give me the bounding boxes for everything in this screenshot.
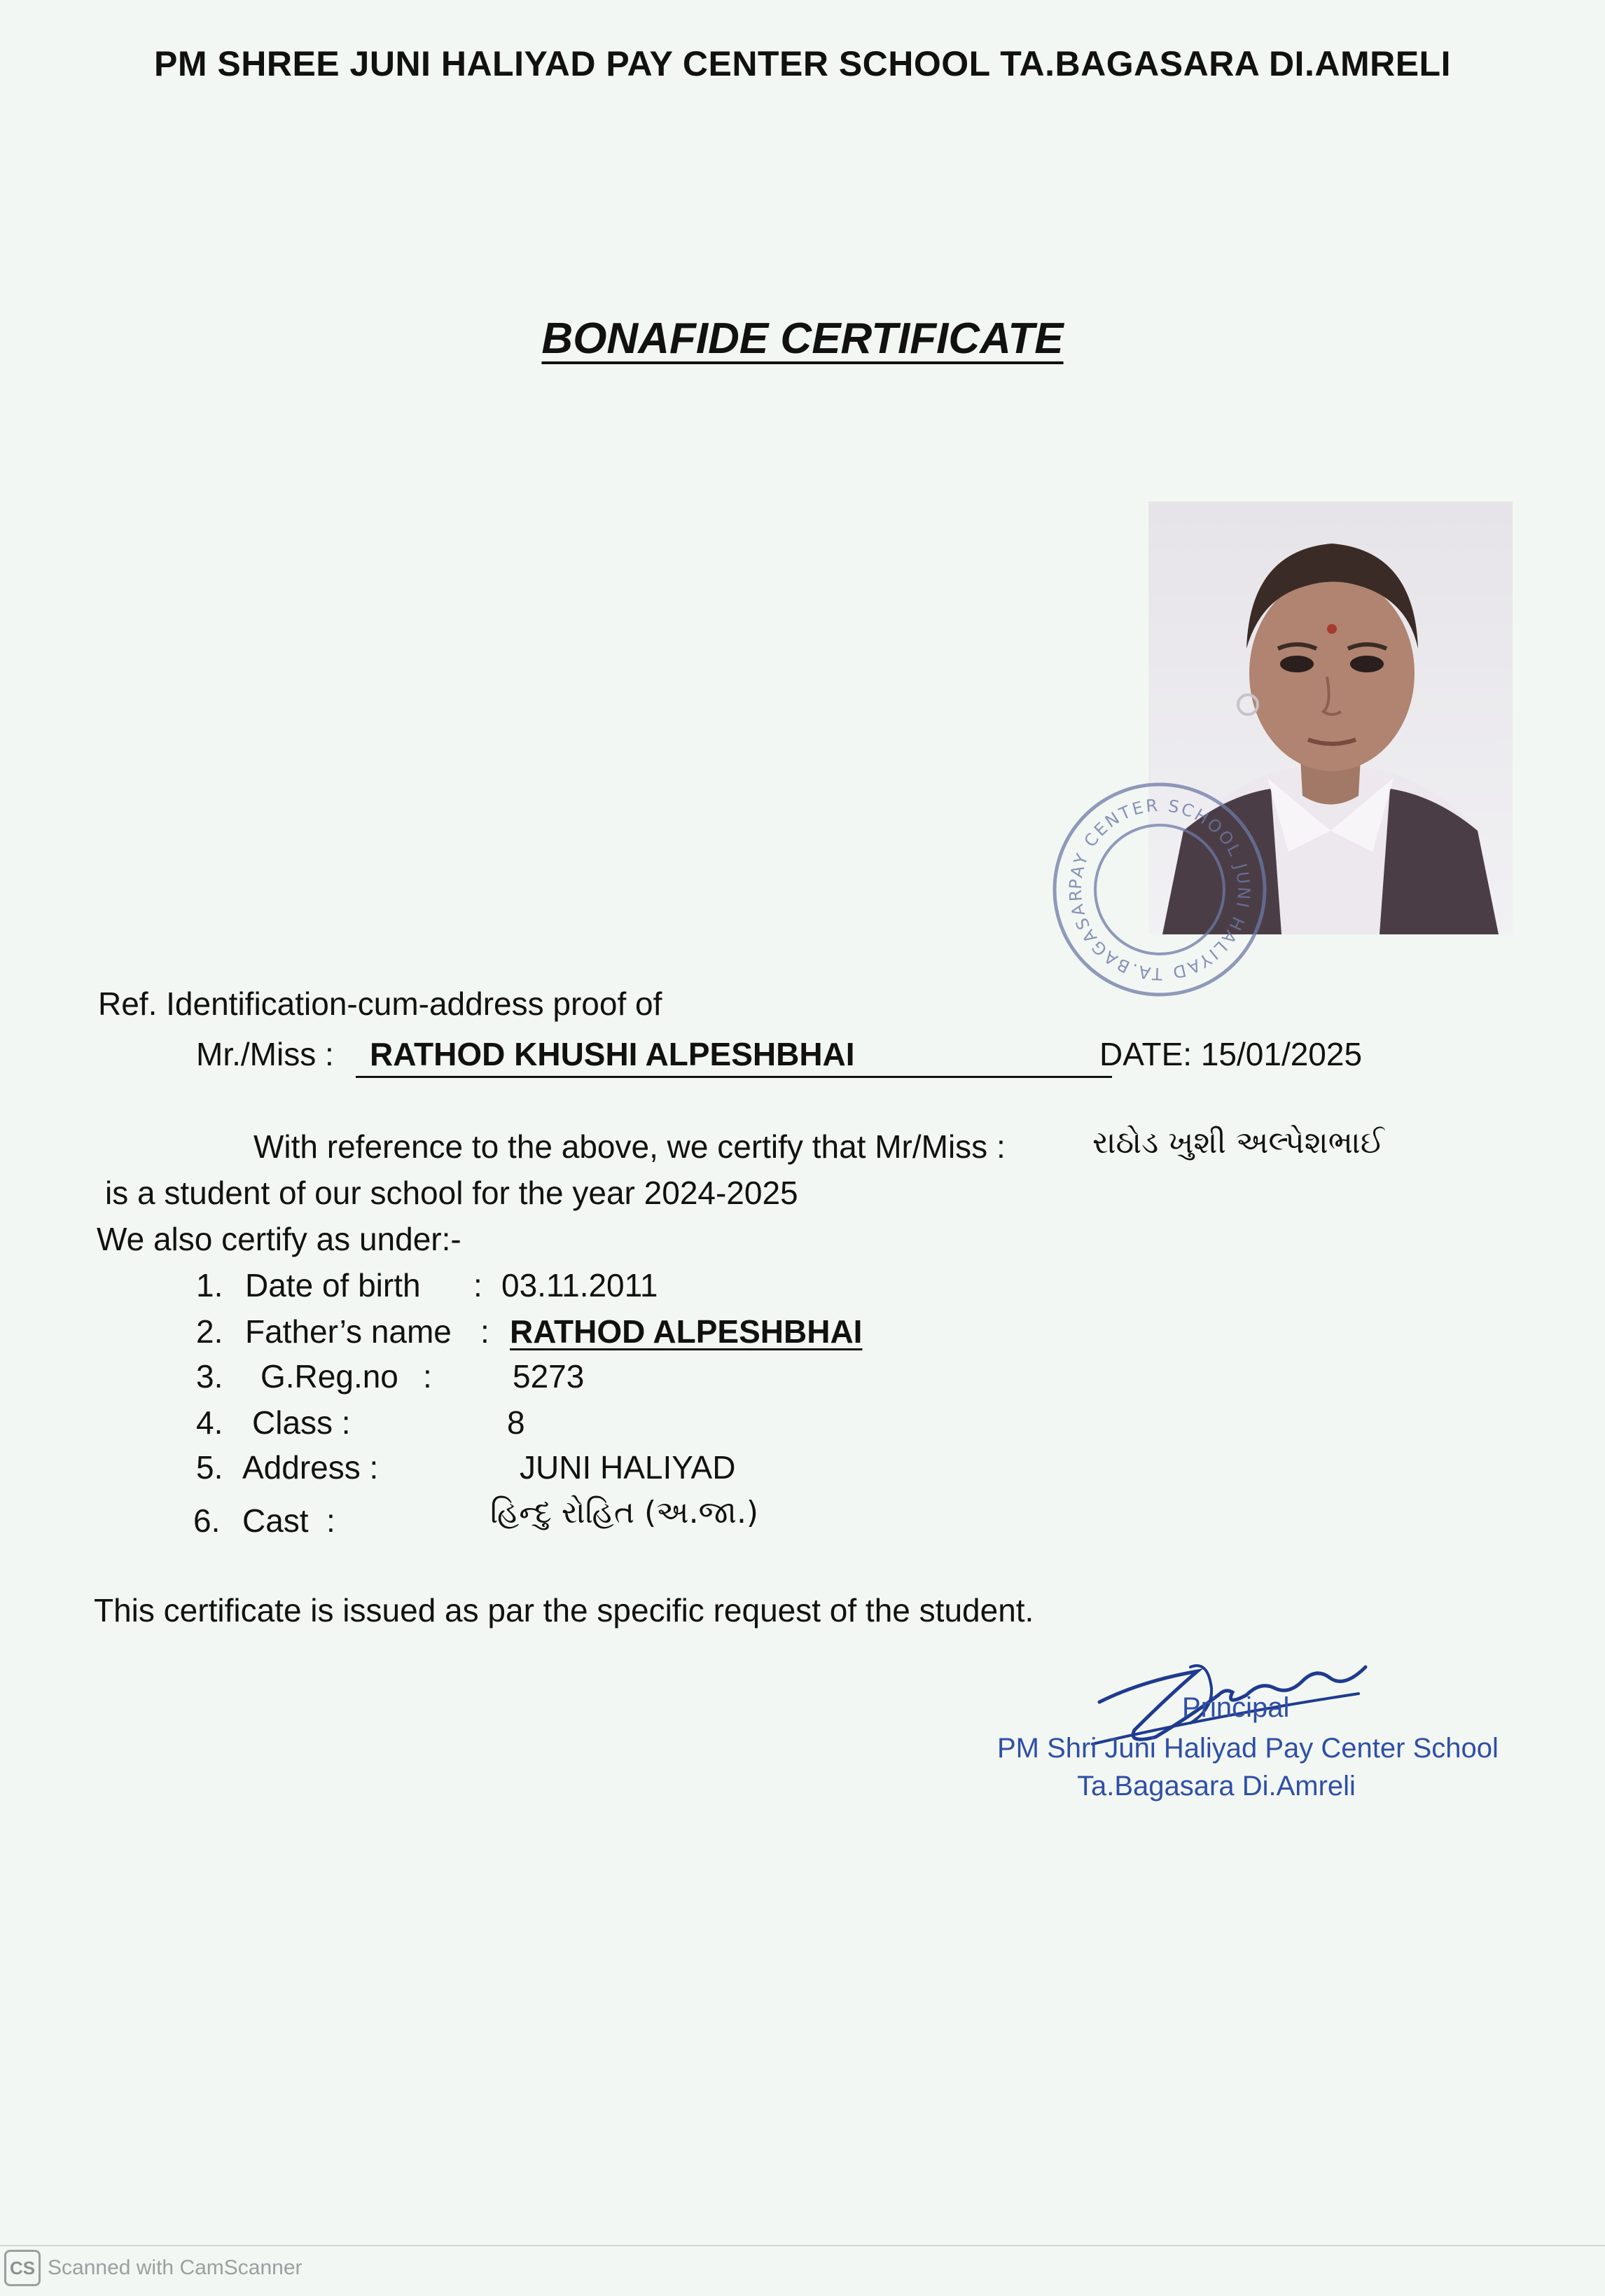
class-value: 8: [507, 1404, 525, 1441]
certify-line-2: is a student of our school for the year 2024-2025: [105, 1175, 798, 1211]
item-label: Class :: [252, 1404, 351, 1441]
signature-place: Ta.Bagasara Di.Amreli: [1077, 1771, 1356, 1801]
principal-title: Principal: [1182, 1692, 1290, 1723]
date-of-birth-value: 03.11.2011: [501, 1267, 658, 1303]
scan-footer: [4, 2250, 303, 2286]
student-name: RATHOD KHUSHI ALPESHBHAI: [356, 1035, 1112, 1078]
student-name-gujarati: રાઠોડ ખુશી અલ્પેશભાઈ: [1092, 1125, 1384, 1161]
address-value: JUNI HALIYAD: [520, 1449, 736, 1486]
cast-value: હિન્દુ રોહિત (અ.જા.): [490, 1495, 759, 1530]
school-stamp: [1048, 777, 1272, 1002]
item-label: G.Reg.no: [260, 1358, 398, 1395]
item-separator: :: [326, 1502, 335, 1539]
item-number: 5.: [196, 1449, 223, 1486]
item-number: 3.: [196, 1358, 223, 1395]
item-label: Address :: [242, 1449, 379, 1486]
svg-text:PAY CENTER SCHOOL JUNI HALIYAD: PAY CENTER SCHOOL JUNI HALIYAD TA.BAGASAR: [1065, 795, 1254, 984]
scan-footer-text: Scanned with CamScanner: [48, 2256, 303, 2279]
closing-statement: This certificate is issued as par the specific request of the student.: [94, 1592, 1034, 1628]
certify-line-3: We also certify as under:-: [97, 1221, 461, 1257]
issue-date: DATE: 15/01/2025: [1099, 1036, 1363, 1072]
item-separator: :: [480, 1313, 489, 1350]
item-label: Father’s name: [245, 1313, 452, 1350]
ref-line: Ref. Identification-cum-address proof of: [98, 986, 662, 1022]
item-number: 4.: [196, 1404, 223, 1441]
fathers-name-value: RATHOD ALPESHBHAI: [510, 1313, 863, 1350]
item-number: 1.: [196, 1267, 223, 1303]
school-header: PM SHREE JUNI HALIYAD PAY CENTER SCHOOL TA.BAGASARA DI.AMRELI: [153, 44, 1451, 83]
item-label: Cast: [242, 1502, 309, 1539]
mr-miss-label: Mr./Miss :: [196, 1036, 334, 1072]
item-separator: :: [473, 1267, 482, 1303]
camscanner-logo-icon: CS: [4, 2250, 41, 2286]
item-separator: :: [423, 1358, 432, 1395]
certificate-title: BONAFIDE CERTIFICATE: [541, 314, 1064, 363]
item-number: 6.: [193, 1502, 221, 1539]
certify-line-1: With reference to the above, we certify that Mr/Miss :: [253, 1128, 1006, 1165]
item-label: Date of birth: [245, 1267, 421, 1303]
greg-no-value: 5273: [513, 1358, 585, 1395]
footer-divider: [0, 2245, 1605, 2246]
item-number: 2.: [196, 1313, 223, 1350]
signature-school-name: PM Shri Juni Haliyad Pay Center School: [997, 1733, 1499, 1764]
